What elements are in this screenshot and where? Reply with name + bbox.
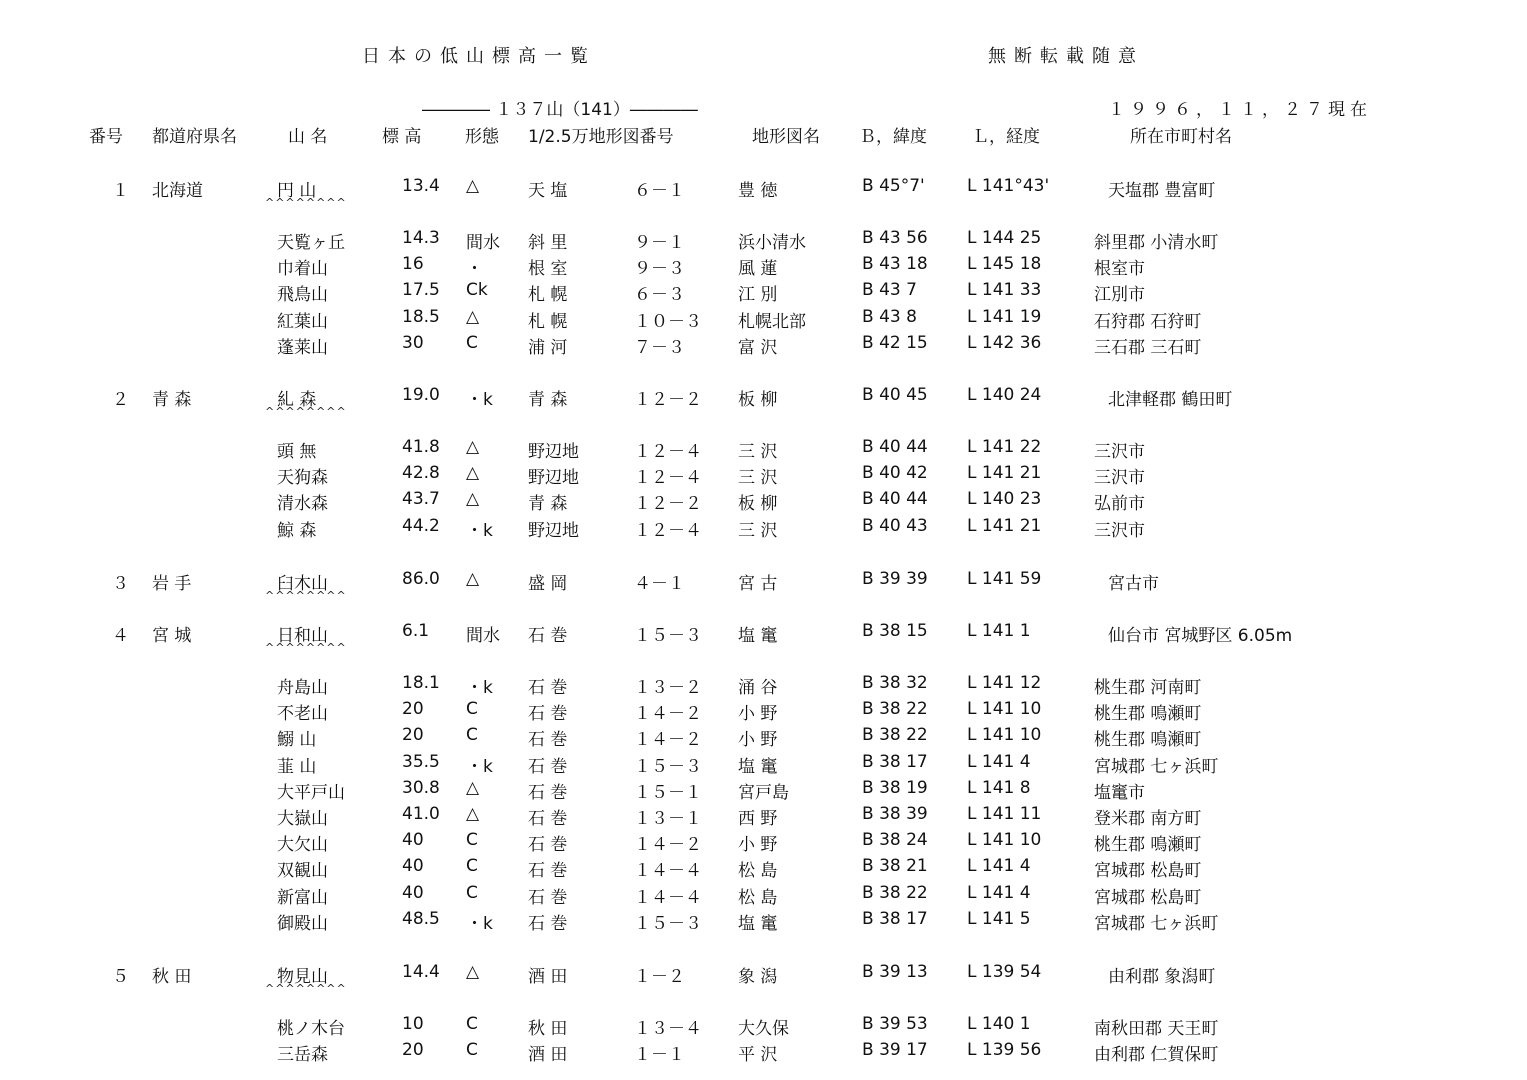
cell-lon: L 141 59 <box>967 569 1042 589</box>
cell-loc: 弘前市 <box>1094 494 1145 514</box>
header-mapno: 1/2.5万地形図番号 <box>528 127 674 147</box>
cell-mapno: １４－４ <box>634 888 702 908</box>
cell-map: 石 巻 <box>528 888 568 908</box>
group-number: ２ <box>112 390 129 410</box>
table-row <box>0 699 1527 723</box>
cell-elev: 40 <box>402 856 424 876</box>
cell-mapno: １４－４ <box>634 861 702 881</box>
table-row <box>0 909 1527 933</box>
cell-map: 石 巻 <box>528 783 568 803</box>
cell-map: 石 巻 <box>528 626 568 646</box>
cell-loc: 桃生郡 鳴瀬町 <box>1094 704 1202 724</box>
lowest-mark-carets: ^^^^^^^^ <box>265 589 347 602</box>
cell-loc: 桃生郡 鳴瀬町 <box>1094 835 1202 855</box>
cell-mapno: １２－４ <box>634 521 702 541</box>
cell-loc: 南秋田郡 天王町 <box>1094 1019 1219 1039</box>
cell-map: 青 森 <box>528 390 568 410</box>
header-name: 山 名 <box>288 127 328 147</box>
cell-name: 日和山 <box>277 626 328 646</box>
cell-form: ・ <box>466 259 483 279</box>
cell-lat: B 39 13 <box>862 962 928 982</box>
cell-loc: 斜里郡 小清水町 <box>1094 233 1219 253</box>
cell-mapno: ６－１ <box>634 181 685 201</box>
table-row <box>0 962 1527 986</box>
cell-topo: 塩 竃 <box>738 914 778 934</box>
cell-loc: 三沢市 <box>1094 521 1145 541</box>
cell-map: 秋 田 <box>528 1019 568 1039</box>
cell-mapno: １－２ <box>634 967 685 987</box>
cell-name: 円 山 <box>277 181 317 201</box>
cell-name: 鰯 山 <box>277 730 317 750</box>
cell-loc: 由利郡 仁賀保町 <box>1094 1045 1219 1065</box>
cell-name: 天狗森 <box>277 468 328 488</box>
cell-topo: 塩 竃 <box>738 626 778 646</box>
cell-loc: 三石郡 三石町 <box>1094 338 1202 358</box>
cell-mapno: ４－１ <box>634 574 685 594</box>
cell-lon: L 141 5 <box>967 909 1031 929</box>
table-row <box>0 516 1527 540</box>
prefecture-name: 岩 手 <box>152 574 192 594</box>
cell-lon: L 139 54 <box>967 962 1042 982</box>
cell-topo: 小 野 <box>738 704 778 724</box>
cell-map: 野辺地 <box>528 442 579 462</box>
cell-elev: 6.1 <box>402 621 430 641</box>
as-of-date: １９９６，１１，２７現在 <box>1108 100 1372 120</box>
cell-lat: B 39 39 <box>862 569 928 589</box>
cell-topo: 三 沢 <box>738 468 778 488</box>
cell-topo: 三 沢 <box>738 442 778 462</box>
prefecture-name: 北海道 <box>152 181 203 201</box>
cell-form: 間水 <box>466 626 500 646</box>
table-row <box>0 385 1527 409</box>
cell-lon: L 141 4 <box>967 752 1031 772</box>
cell-form: C <box>466 830 478 850</box>
cell-topo: 塩 竃 <box>738 757 778 777</box>
cell-form: C <box>466 725 478 745</box>
cell-mapno: ９－３ <box>634 259 685 279</box>
cell-lat: B 40 44 <box>862 489 928 509</box>
cell-elev: 44.2 <box>402 516 440 536</box>
lowest-mark-carets: ^^^^^^^^ <box>265 196 347 209</box>
cell-name: 飛鳥山 <box>277 285 328 305</box>
table-row <box>0 228 1527 252</box>
cell-name: 韮 山 <box>277 757 317 777</box>
cell-map: 石 巻 <box>528 730 568 750</box>
cell-topo: 涌 谷 <box>738 678 778 698</box>
cell-name: 頭 無 <box>277 442 317 462</box>
cell-map: 札 幌 <box>528 312 568 332</box>
table-row <box>0 463 1527 487</box>
cell-lon: L 141 12 <box>967 673 1042 693</box>
cell-lat: B 40 45 <box>862 385 928 405</box>
cell-elev: 43.7 <box>402 489 440 509</box>
cell-elev: 30 <box>402 333 424 353</box>
mountain-count: ―――― １３７山（141）―――― <box>422 100 698 120</box>
cell-loc: 桃生郡 河南町 <box>1094 678 1202 698</box>
cell-mapno: １５－１ <box>634 783 702 803</box>
cell-loc: 宮城郡 松島町 <box>1094 861 1202 881</box>
cell-elev: 18.1 <box>402 673 440 693</box>
cell-elev: 40 <box>402 883 424 903</box>
cell-loc: 石狩郡 石狩町 <box>1094 312 1202 332</box>
cell-topo: 西 野 <box>738 809 778 829</box>
cell-elev: 18.5 <box>402 307 440 327</box>
cell-loc: 登米郡 南方町 <box>1094 809 1202 829</box>
cell-name: 天覧ヶ丘 <box>277 233 345 253</box>
cell-topo: 板 柳 <box>738 390 778 410</box>
cell-elev: 20 <box>402 725 424 745</box>
cell-elev: 86.0 <box>402 569 440 589</box>
cell-loc: 由利郡 象潟町 <box>1108 967 1216 987</box>
group-number: ５ <box>112 967 129 987</box>
cell-mapno: １４－２ <box>634 704 702 724</box>
table-row <box>0 804 1527 828</box>
cell-elev: 19.0 <box>402 385 440 405</box>
cell-form: C <box>466 856 478 876</box>
group-number: ４ <box>112 626 129 646</box>
table-row <box>0 489 1527 513</box>
cell-mapno: １－１ <box>634 1045 685 1065</box>
cell-name: 大欠山 <box>277 835 328 855</box>
cell-name: 舟島山 <box>277 678 328 698</box>
cell-lon: L 140 23 <box>967 489 1042 509</box>
cell-lat: B 38 19 <box>862 778 928 798</box>
cell-lat: B 38 22 <box>862 725 928 745</box>
cell-elev: 41.0 <box>402 804 440 824</box>
cell-form: C <box>466 1014 478 1034</box>
cell-elev: 20 <box>402 1040 424 1060</box>
lowest-mark-carets: ^^^^^^^^ <box>265 982 347 995</box>
cell-form: △ <box>466 307 480 327</box>
cell-map: 石 巻 <box>528 678 568 698</box>
cell-elev: 41.8 <box>402 437 440 457</box>
cell-loc: 天塩郡 豊富町 <box>1108 181 1216 201</box>
table-row <box>0 1040 1527 1064</box>
cell-name: 蓬莱山 <box>277 338 328 358</box>
cell-map: 斜 里 <box>528 233 568 253</box>
reprint-notice: 無断転載随意 <box>988 46 1144 67</box>
cell-form: △ <box>466 176 480 196</box>
cell-elev: 13.4 <box>402 176 440 196</box>
cell-topo: 板 柳 <box>738 494 778 514</box>
cell-loc: 桃生郡 鳴瀬町 <box>1094 730 1202 750</box>
cell-lat: B 39 53 <box>862 1014 928 1034</box>
cell-lat: B 45°7' <box>862 176 925 196</box>
header-topo: 地形図名 <box>752 127 820 147</box>
cell-name: 御殿山 <box>277 914 328 934</box>
header-elev: 標 高 <box>382 127 422 147</box>
table-row <box>0 621 1527 645</box>
cell-name: 新富山 <box>277 888 328 908</box>
cell-topo: 札幌北部 <box>738 312 806 332</box>
cell-form: ・k <box>466 678 493 698</box>
table-row <box>0 333 1527 357</box>
cell-topo: 宮 古 <box>738 574 778 594</box>
cell-elev: 17.5 <box>402 280 440 300</box>
prefecture-name: 青 森 <box>152 390 192 410</box>
cell-lon: L 141 11 <box>967 804 1042 824</box>
header-pref: 都道府県名 <box>152 127 237 147</box>
cell-form: ・k <box>466 914 493 934</box>
cell-mapno: ６－３ <box>634 285 685 305</box>
table-row <box>0 752 1527 776</box>
cell-topo: 三 沢 <box>738 521 778 541</box>
cell-lat: B 39 17 <box>862 1040 928 1060</box>
cell-form: ・k <box>466 390 493 410</box>
cell-loc: 江別市 <box>1094 285 1145 305</box>
cell-lon: L 142 36 <box>967 333 1042 353</box>
cell-form: Ck <box>466 280 488 300</box>
cell-name: 鯨 森 <box>277 521 317 541</box>
cell-form: △ <box>466 489 480 509</box>
cell-map: 石 巻 <box>528 704 568 724</box>
lowest-mark-carets: ^^^^^^^^ <box>265 641 347 654</box>
cell-mapno: １５－３ <box>634 757 702 777</box>
table-row <box>0 1014 1527 1038</box>
cell-mapno: １２－２ <box>634 494 702 514</box>
cell-topo: 松 島 <box>738 861 778 881</box>
cell-elev: 16 <box>402 254 424 274</box>
cell-form: C <box>466 333 478 353</box>
cell-map: 札 幌 <box>528 285 568 305</box>
group-number: ３ <box>112 574 129 594</box>
cell-form: △ <box>466 778 480 798</box>
cell-topo: 小 野 <box>738 730 778 750</box>
cell-name: 大平戸山 <box>277 783 345 803</box>
cell-lon: L 139 56 <box>967 1040 1042 1060</box>
cell-elev: 40 <box>402 830 424 850</box>
cell-topo: 富 沢 <box>738 338 778 358</box>
table-row <box>0 883 1527 907</box>
cell-loc: 根室市 <box>1094 259 1145 279</box>
cell-lon: L 141 4 <box>967 883 1031 903</box>
cell-name: 三岳森 <box>277 1045 328 1065</box>
cell-lon: L 141 33 <box>967 280 1042 300</box>
cell-topo: 象 潟 <box>738 967 778 987</box>
table-row <box>0 569 1527 593</box>
cell-topo: 大久保 <box>738 1019 789 1039</box>
cell-loc: 塩竃市 <box>1094 783 1145 803</box>
table-row <box>0 725 1527 749</box>
cell-map: 石 巻 <box>528 835 568 855</box>
cell-map: 根 室 <box>528 259 568 279</box>
cell-elev: 14.3 <box>402 228 440 248</box>
cell-topo: 浜小清水 <box>738 233 806 253</box>
header-lon: Ｌ，経度 <box>972 127 1040 147</box>
cell-lon: L 141°43' <box>967 176 1050 196</box>
cell-mapno: １３－１ <box>634 809 702 829</box>
cell-lon: L 141 19 <box>967 307 1042 327</box>
table-row <box>0 437 1527 461</box>
cell-map: 酒 田 <box>528 1045 568 1065</box>
cell-map: 石 巻 <box>528 757 568 777</box>
cell-loc: 宮城郡 七ヶ浜町 <box>1094 757 1219 777</box>
cell-topo: 江 別 <box>738 285 778 305</box>
table-row <box>0 176 1527 200</box>
header-lat: Ｂ，緯度 <box>859 127 927 147</box>
prefecture-name: 宮 城 <box>152 626 192 646</box>
cell-form: ・k <box>466 521 493 541</box>
cell-elev: 14.4 <box>402 962 440 982</box>
cell-name: 物見山 <box>277 967 328 987</box>
cell-mapno: １５－３ <box>634 626 702 646</box>
cell-mapno: １２－４ <box>634 468 702 488</box>
table-row <box>0 856 1527 880</box>
cell-lat: B 40 44 <box>862 437 928 457</box>
cell-lat: B 38 15 <box>862 621 928 641</box>
cell-lon: L 141 21 <box>967 463 1042 483</box>
cell-map: 石 巻 <box>528 914 568 934</box>
cell-lat: B 38 17 <box>862 909 928 929</box>
cell-map: 石 巻 <box>528 861 568 881</box>
cell-elev: 20 <box>402 699 424 719</box>
cell-loc: 三沢市 <box>1094 468 1145 488</box>
cell-lat: B 40 42 <box>862 463 928 483</box>
lowest-mark-carets: ^^^^^^^^ <box>265 405 347 418</box>
header-num: 番号 <box>89 127 123 147</box>
cell-name: 糺 森 <box>277 390 317 410</box>
cell-name: 紅葉山 <box>277 312 328 332</box>
cell-form: △ <box>466 569 480 589</box>
cell-map: 天 塩 <box>528 181 568 201</box>
table-row <box>0 778 1527 802</box>
cell-lat: B 43 7 <box>862 280 917 300</box>
cell-lat: B 40 43 <box>862 516 928 536</box>
cell-lon: L 141 22 <box>967 437 1042 457</box>
cell-name: 不老山 <box>277 704 328 724</box>
cell-mapno: １４－２ <box>634 730 702 750</box>
table-row <box>0 830 1527 854</box>
cell-name: 桃ノ木台 <box>277 1019 345 1039</box>
cell-mapno: １３－２ <box>634 678 702 698</box>
cell-name: 臼木山 <box>277 574 328 594</box>
cell-form: △ <box>466 962 480 982</box>
cell-loc: 宮古市 <box>1108 574 1159 594</box>
cell-map: 石 巻 <box>528 809 568 829</box>
cell-elev: 35.5 <box>402 752 440 772</box>
cell-elev: 42.8 <box>402 463 440 483</box>
cell-topo: 宮戸島 <box>738 783 789 803</box>
cell-lon: L 141 10 <box>967 699 1042 719</box>
cell-topo: 豊 徳 <box>738 181 778 201</box>
cell-mapno: １０－３ <box>634 312 702 332</box>
cell-topo: 平 沢 <box>738 1045 778 1065</box>
cell-name: 大嶽山 <box>277 809 328 829</box>
cell-lat: B 43 8 <box>862 307 917 327</box>
cell-lon: L 144 25 <box>967 228 1042 248</box>
cell-lat: B 38 21 <box>862 856 928 876</box>
cell-topo: 小 野 <box>738 835 778 855</box>
cell-lat: B 38 22 <box>862 883 928 903</box>
cell-lat: B 38 24 <box>862 830 928 850</box>
cell-lat: B 38 17 <box>862 752 928 772</box>
table-row <box>0 307 1527 331</box>
cell-lon: L 140 1 <box>967 1014 1031 1034</box>
cell-lat: B 38 22 <box>862 699 928 719</box>
cell-mapno: １５－３ <box>634 914 702 934</box>
cell-lon: L 141 10 <box>967 830 1042 850</box>
cell-elev: 48.5 <box>402 909 440 929</box>
cell-form: C <box>466 883 478 903</box>
cell-lat: B 42 15 <box>862 333 928 353</box>
table-row <box>0 673 1527 697</box>
cell-lon: L 141 1 <box>967 621 1031 641</box>
cell-map: 盛 岡 <box>528 574 568 594</box>
page-title: 日本の低山標高一覧 <box>362 46 596 67</box>
header-loc: 所在市町村名 <box>1130 127 1232 147</box>
group-number: １ <box>112 181 129 201</box>
cell-name: 清水森 <box>277 494 328 514</box>
cell-form: ・k <box>466 757 493 777</box>
cell-lon: L 141 10 <box>967 725 1042 745</box>
cell-loc: 北津軽郡 鶴田町 <box>1108 390 1233 410</box>
cell-form: △ <box>466 437 480 457</box>
header-form: 形態 <box>465 127 499 147</box>
cell-lon: L 141 4 <box>967 856 1031 876</box>
cell-topo: 風 蓮 <box>738 259 778 279</box>
cell-form: △ <box>466 804 480 824</box>
cell-lon: L 141 8 <box>967 778 1031 798</box>
cell-lat: B 38 39 <box>862 804 928 824</box>
cell-mapno: １２－４ <box>634 442 702 462</box>
cell-lon: L 145 18 <box>967 254 1042 274</box>
table-row <box>0 280 1527 304</box>
cell-mapno: １２－２ <box>634 390 702 410</box>
cell-map: 野辺地 <box>528 468 579 488</box>
cell-map: 浦 河 <box>528 338 568 358</box>
cell-form: △ <box>466 463 480 483</box>
cell-topo: 松 島 <box>738 888 778 908</box>
cell-map: 野辺地 <box>528 521 579 541</box>
cell-loc: 三沢市 <box>1094 442 1145 462</box>
cell-elev: 30.8 <box>402 778 440 798</box>
cell-mapno: １４－２ <box>634 835 702 855</box>
cell-mapno: ９－１ <box>634 233 685 253</box>
cell-lat: B 43 56 <box>862 228 928 248</box>
cell-form: 間水 <box>466 233 500 253</box>
cell-mapno: ７－３ <box>634 338 685 358</box>
cell-loc: 宮城郡 松島町 <box>1094 888 1202 908</box>
cell-name: 双観山 <box>277 861 328 881</box>
cell-lat: B 43 18 <box>862 254 928 274</box>
cell-elev: 10 <box>402 1014 424 1034</box>
cell-loc: 仙台市 宮城野区 6.05m <box>1108 626 1293 646</box>
cell-map: 酒 田 <box>528 967 568 987</box>
cell-name: 巾着山 <box>277 259 328 279</box>
prefecture-name: 秋 田 <box>152 967 192 987</box>
cell-lat: B 38 32 <box>862 673 928 693</box>
cell-lon: L 141 21 <box>967 516 1042 536</box>
cell-form: C <box>466 1040 478 1060</box>
cell-map: 青 森 <box>528 494 568 514</box>
table-row <box>0 254 1527 278</box>
cell-form: C <box>466 699 478 719</box>
cell-lon: L 140 24 <box>967 385 1042 405</box>
column-header-row <box>0 122 1527 146</box>
cell-loc: 宮城郡 七ヶ浜町 <box>1094 914 1219 934</box>
cell-mapno: １３－４ <box>634 1019 702 1039</box>
